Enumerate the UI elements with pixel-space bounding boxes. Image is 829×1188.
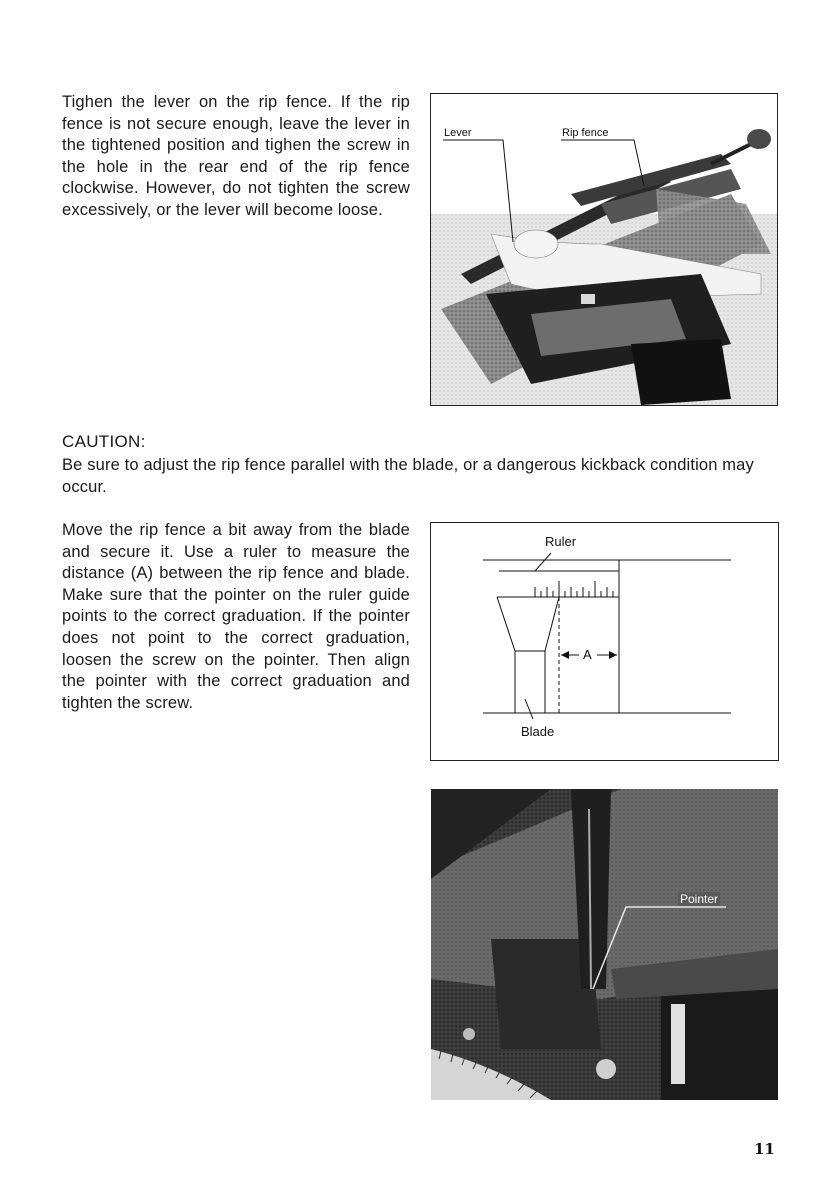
ruler-distance-diagram — [430, 522, 779, 761]
caution-text: Be sure to adjust the rip fence parallel with the blade, or a dangerous kickback condition may occur. — [62, 456, 754, 496]
pointer-photo-figure — [431, 789, 778, 1100]
page-number: 11 — [754, 1140, 775, 1158]
blade-label: Blade — [521, 724, 555, 739]
distance-a-label: A — [583, 647, 592, 662]
ruler-blade-diagram — [431, 523, 778, 760]
caution-heading: CAUTION: — [62, 432, 146, 451]
pointer-label: Pointer — [680, 892, 719, 906]
rip-fence-lever-instructions: Tighen the lever on the rip fence. If the rip fence is not secure enough, leave the lever in the tightened position and tighen the screw in the hole in the rear end of the rip fence clockwise. However, do not tighten the screw excessively, or the lever will become loose. — [62, 93, 410, 219]
rip-fence-photo — [431, 94, 777, 405]
rip-fence-label: Rip fence — [562, 127, 609, 139]
pointer-photo — [431, 789, 778, 1100]
ruler-label: Ruler — [545, 534, 577, 549]
ruler-adjustment-instructions: Move the rip fence a bit away from the blade and secure it. Use a ruler to measure the distance (A) between the rip fence and blade. Make sure that the pointer on the ruler guide points to the correct graduation. If the pointer does not point to the correct graduation, loosen the screw on the pointer. Then align the pointer with the correct graduation and tighten the screw. — [62, 521, 410, 712]
rip-fence-photo-figure — [430, 93, 778, 406]
lever-label: Lever — [444, 127, 472, 139]
